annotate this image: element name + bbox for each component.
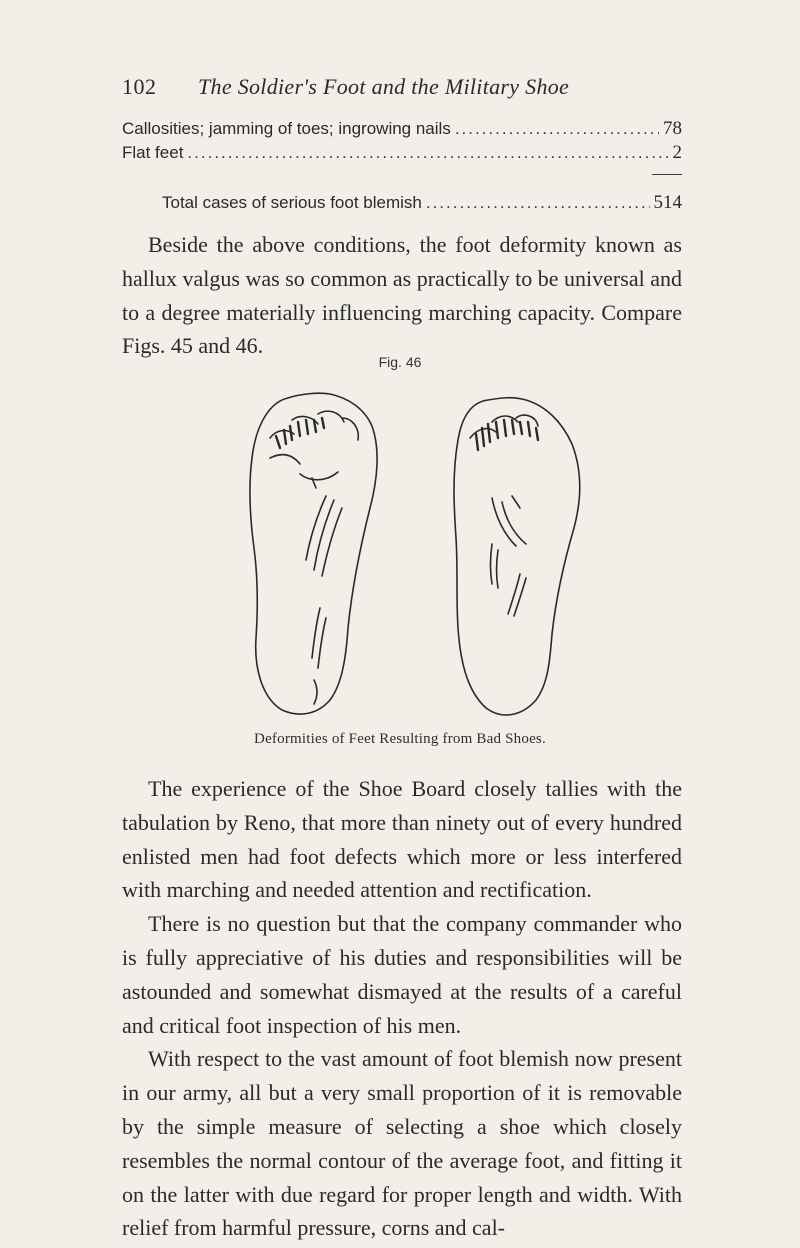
figure-label: Fig. 46 (378, 354, 422, 370)
running-head (122, 74, 682, 106)
paragraph-text: With respect to the vast amount of foot blemish now present in our army, all but a very small proportion of it is removable by the simple measure of selecting a shoe which closely resembles the normal contour of the average foot, and fitting it on the latter with due regard for proper length and width. With relief from harmful pressure, corns and cal- (122, 1046, 682, 1241)
figure-caption: Deformities of Feet Resulting from Bad Shoes. (254, 731, 546, 747)
body-text (122, 772, 682, 1245)
leader-dots (426, 193, 650, 213)
table-total-row (162, 192, 682, 216)
page-number: 102 (122, 74, 157, 99)
leader-dots (455, 119, 659, 139)
row-value: 2 (672, 142, 682, 163)
paragraph-text: The experience of the Shoe Board closely tallies with the tabulation by Reno, that more than ninety out of every hundred enlisted men had foot defects which more or less interfered with marching and needed attention and rectification. (122, 776, 682, 903)
left-foot-outline (250, 393, 377, 714)
row-label: Flat feet (122, 143, 184, 162)
foot-deformities-illustration (230, 378, 600, 730)
paragraph-text: Beside the above conditions, the foot deformity known as hallux valgus was so common as practically to be universal and to a degree materially influencing marching capacity. Compare Figs. 45 and 46. (122, 232, 682, 359)
total-value: 514 (653, 192, 682, 213)
paragraph-text: There is no question but that the company commander who is fully appreciative of his duties and responsibilities will be astounded and somewhat dismayed at the results of a careful and critical foot inspection of his men. (122, 911, 682, 1038)
row-label: Callosities; jamming of toes; ingrowing nails (122, 119, 451, 138)
book-title: The Soldier's Foot and the Military Shoe (198, 74, 570, 99)
leader-dots (187, 143, 668, 163)
paragraph-hallux-valgus (122, 228, 682, 363)
right-foot-outline (454, 398, 580, 715)
sum-rule (652, 174, 682, 175)
total-label: Total cases of serious foot blemish (162, 193, 422, 212)
table-row (122, 142, 682, 166)
row-value: 78 (663, 118, 682, 139)
table-row (122, 118, 682, 142)
